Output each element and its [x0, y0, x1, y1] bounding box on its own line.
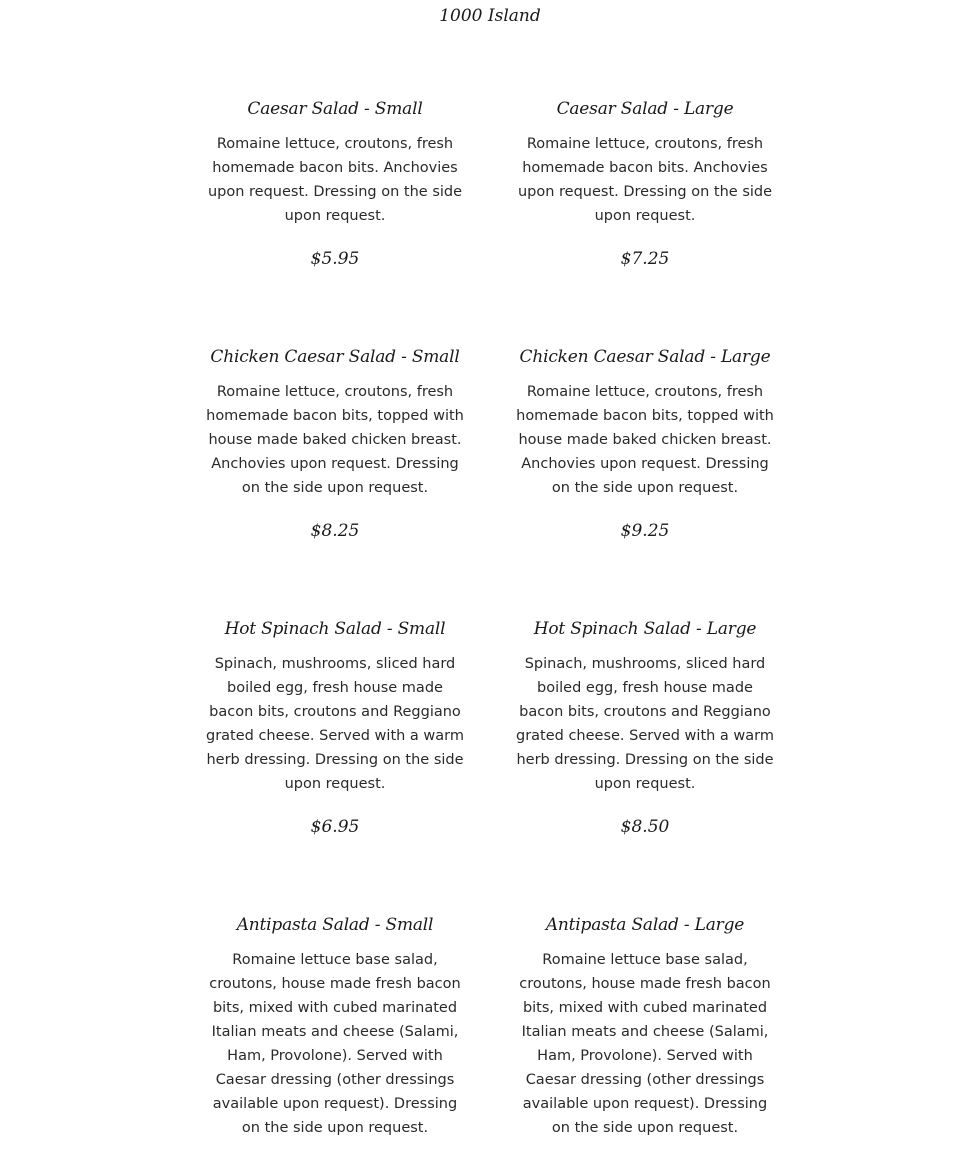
- dressing-options-text: 1000 Island: [439, 6, 541, 26]
- menu-row: [200, 96, 780, 344]
- item-name: Caesar Salad - Large: [556, 99, 734, 119]
- menu-row: [200, 616, 780, 912]
- menu-row: [200, 912, 780, 1160]
- menu-item-antipasta-large: [510, 912, 780, 1160]
- item-description: Spinach, mushrooms, sliced hard boiled egg, fresh house made bacon bits, croutons and Reggiano grated cheese. Served with a warm herb dressing. Dressing on the side upon request.: [515, 656, 774, 792]
- item-name: Antipasta Salad - Large: [545, 915, 745, 935]
- item-name: Hot Spinach Salad - Large: [533, 619, 757, 639]
- salad-menu-grid: [200, 96, 780, 1160]
- item-price: $8.25: [310, 521, 360, 541]
- menu-item-caesar-large: [510, 96, 780, 344]
- item-description: Romaine lettuce, croutons, fresh homemade bacon bits, topped with house made baked chicken breast. Anchovies upon request. Dressing on the side upon request.: [516, 384, 774, 496]
- item-description: Romaine lettuce base salad, croutons, house made fresh bacon bits, mixed with cubed marinated Italian meats and cheese (Salami, Ham, Provolone). Served with Caesar dressing (other dressings available upon request). Dressing on the side upon request.: [519, 952, 771, 1136]
- menu-item-antipasta-small: [200, 912, 470, 1160]
- menu-item-hot-spinach-large: [510, 616, 780, 912]
- item-price: $8.50: [620, 817, 670, 837]
- item-name: Hot Spinach Salad - Small: [224, 619, 446, 639]
- item-name: Chicken Caesar Salad - Small: [210, 347, 460, 367]
- item-description: Romaine lettuce, croutons, fresh homemade bacon bits. Anchovies upon request. Dressing on the side upon request.: [207, 136, 463, 224]
- menu-item-caesar-small: [200, 96, 470, 344]
- item-price: $9.25: [620, 521, 670, 541]
- item-name: Caesar Salad - Small: [247, 99, 423, 119]
- item-description: Romaine lettuce, croutons, fresh homemade bacon bits, topped with house made baked chicken breast. Anchovies upon request. Dressing on the side upon request.: [206, 384, 464, 496]
- item-name: Chicken Caesar Salad - Large: [519, 347, 771, 367]
- item-description: Romaine lettuce, croutons, fresh homemade bacon bits. Anchovies upon request. Dressing on the side upon request.: [517, 136, 773, 224]
- menu-row: [200, 344, 780, 616]
- item-name: Antipasta Salad - Small: [236, 915, 434, 935]
- item-price: $5.95: [310, 249, 360, 269]
- item-description: Romaine lettuce base salad, croutons, house made fresh bacon bits, mixed with cubed marinated Italian meats and cheese (Salami, Ham, Provolone). Served with Caesar dressing (other dressings available upon request). Dressing on the side upon request.: [209, 952, 461, 1136]
- item-description: Spinach, mushrooms, sliced hard boiled egg, fresh house made bacon bits, croutons and Reggiano grated cheese. Served with a warm herb dressing. Dressing on the side upon request.: [205, 656, 464, 792]
- item-price: $7.25: [620, 249, 670, 269]
- menu-item-chicken-caesar-large: [510, 344, 780, 616]
- menu-item-chicken-caesar-small: [200, 344, 470, 616]
- item-price: $6.95: [310, 817, 360, 837]
- menu-item-hot-spinach-small: [200, 616, 470, 912]
